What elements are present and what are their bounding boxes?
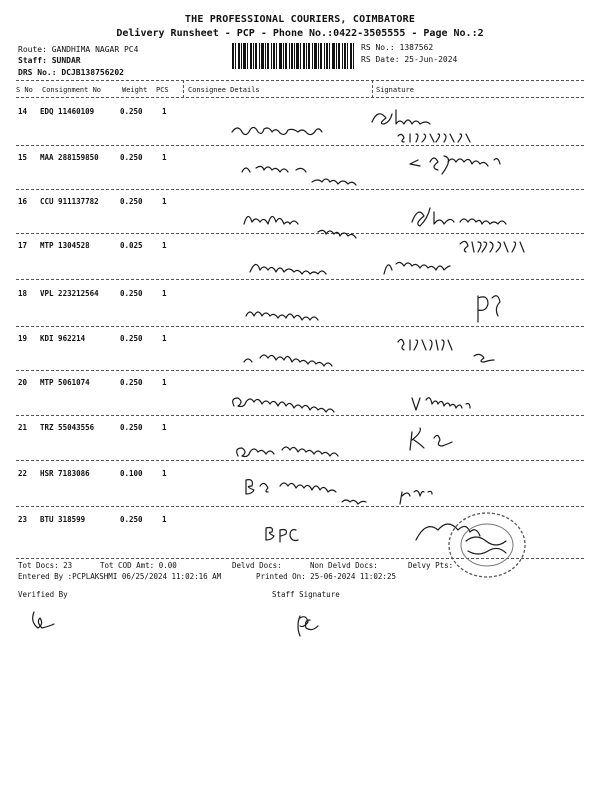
delivery-stamp [442,505,532,585]
row-consignment: VPL 223212564 [40,289,99,298]
handwritten-consignee [237,447,338,457]
handwritten-signature [410,428,452,450]
handwritten-consignee [342,500,366,504]
col-sno: S No [16,86,33,94]
row-consignment: MAA 288159850 [40,153,99,162]
row-consignment: TRZ 55043556 [40,423,95,432]
rs-number: RS No.: 1387562 [361,43,434,52]
handwritten-consignee [233,398,334,412]
row-weight: 0.250 [120,515,143,524]
row-pcs: 1 [162,107,167,116]
handwritten-phone [398,134,470,142]
row-pcs: 1 [162,153,167,162]
handwritten-consignee [266,528,298,543]
row-pcs: 1 [162,241,167,250]
handwritten-signature [372,110,430,124]
row-sno: 14 [18,107,28,116]
row-weight: 0.250 [120,289,143,298]
staff-label: Staff: SUNDAR [18,56,81,65]
entered-by: Entered By :PCPLAKSHMI 06/25/2024 11:02:16 AM [18,572,222,581]
handwritten-consignee [244,355,332,366]
handwritten-consignee [232,127,322,134]
row-sno: 22 [18,469,28,478]
row-pcs: 1 [162,289,167,298]
handwritten-signature [478,296,500,322]
handwritten-phone [460,241,524,252]
handwritten-signature [474,354,494,362]
handwritten-phone [398,339,452,350]
row-weight: 0.250 [120,197,143,206]
row-consignment: KDI 962214 [40,334,86,343]
handwritten-consignee [318,230,356,238]
staff-signature [298,616,318,636]
col-consignment: Consignment No [42,86,102,94]
row-pcs: 1 [162,334,167,343]
row-weight: 0.250 [120,153,143,162]
row-sno: 19 [18,334,28,343]
row-pcs: 1 [162,469,167,478]
row-weight: 0.250 [120,423,143,432]
delivery-points: Delvy Pts: [408,561,454,570]
row-consignment: HSR 7183086 [40,469,90,478]
row-pcs: 1 [162,423,167,432]
row-sno: 18 [18,289,28,298]
delivered-docs: Delvd Docs: [232,561,282,570]
printed-on: Printed On: 25-06-2024 11:02:25 [256,572,396,581]
row-weight: 0.100 [120,469,143,478]
row-pcs: 1 [162,515,167,524]
verified-by-signature [33,612,54,628]
row-sno: 23 [18,515,28,524]
row-pcs: 1 [162,197,167,206]
row-sno: 15 [18,153,28,162]
col-signature: Signature [376,86,414,94]
handwritten-signature [412,398,470,410]
handwritten-signature [400,491,432,504]
handwritten-consignee [246,312,318,320]
total-cod-amount: Tot COD Amt: 0.00 [100,561,177,570]
row-sno: 16 [18,197,28,206]
row-sno: 21 [18,423,28,432]
drs-number: DRS No.: DCJB138756202 [18,68,124,77]
handwritten-consignee [244,216,298,224]
row-pcs: 1 [162,378,167,387]
non-delivered-docs: Non Delvd Docs: [310,561,378,570]
row-consignment: BTU 318599 [40,515,86,524]
row-consignment: MTP 1304528 [40,241,90,250]
total-docs: Tot Docs: 23 [18,561,73,570]
row-sno: 17 [18,241,28,250]
col-pcs: PCS [156,86,169,94]
row-consignment: MTP 5061074 [40,378,90,387]
company-name: THE PROFESSIONAL COURIERS, COIMBATORE [184,14,416,25]
col-consignee: Consignee Details [188,86,260,94]
handwritten-signature [410,156,500,174]
row-consignment: CCU 911137782 [40,197,99,206]
verified-by-label: Verified By [18,590,68,599]
runsheet-title: Delivery Runsheet - PCP - Phone No.:0422-3505555 - Page No.:2 [116,28,484,39]
handwritten-signature [384,262,450,274]
row-weight: 0.250 [120,107,143,116]
row-sno: 20 [18,378,28,387]
col-weight: Weight [122,86,148,94]
handwritten-consignee [250,264,326,274]
row-weight: 0.250 [120,334,143,343]
row-weight: 0.250 [120,378,143,387]
row-weight: 0.025 [120,241,143,250]
handwritten-consignee [246,480,336,494]
row-consignment: EDQ 11460109 [40,107,95,116]
handwritten-consignee [242,166,306,172]
rs-date: RS Date: 25-Jun-2024 [361,55,458,64]
route-label: Route: GANDHIMA NAGAR PC4 [18,45,139,54]
handwritten-signature [412,208,506,226]
handwritten-consignee [312,179,356,185]
staff-signature-label: Staff Signature [272,590,340,599]
